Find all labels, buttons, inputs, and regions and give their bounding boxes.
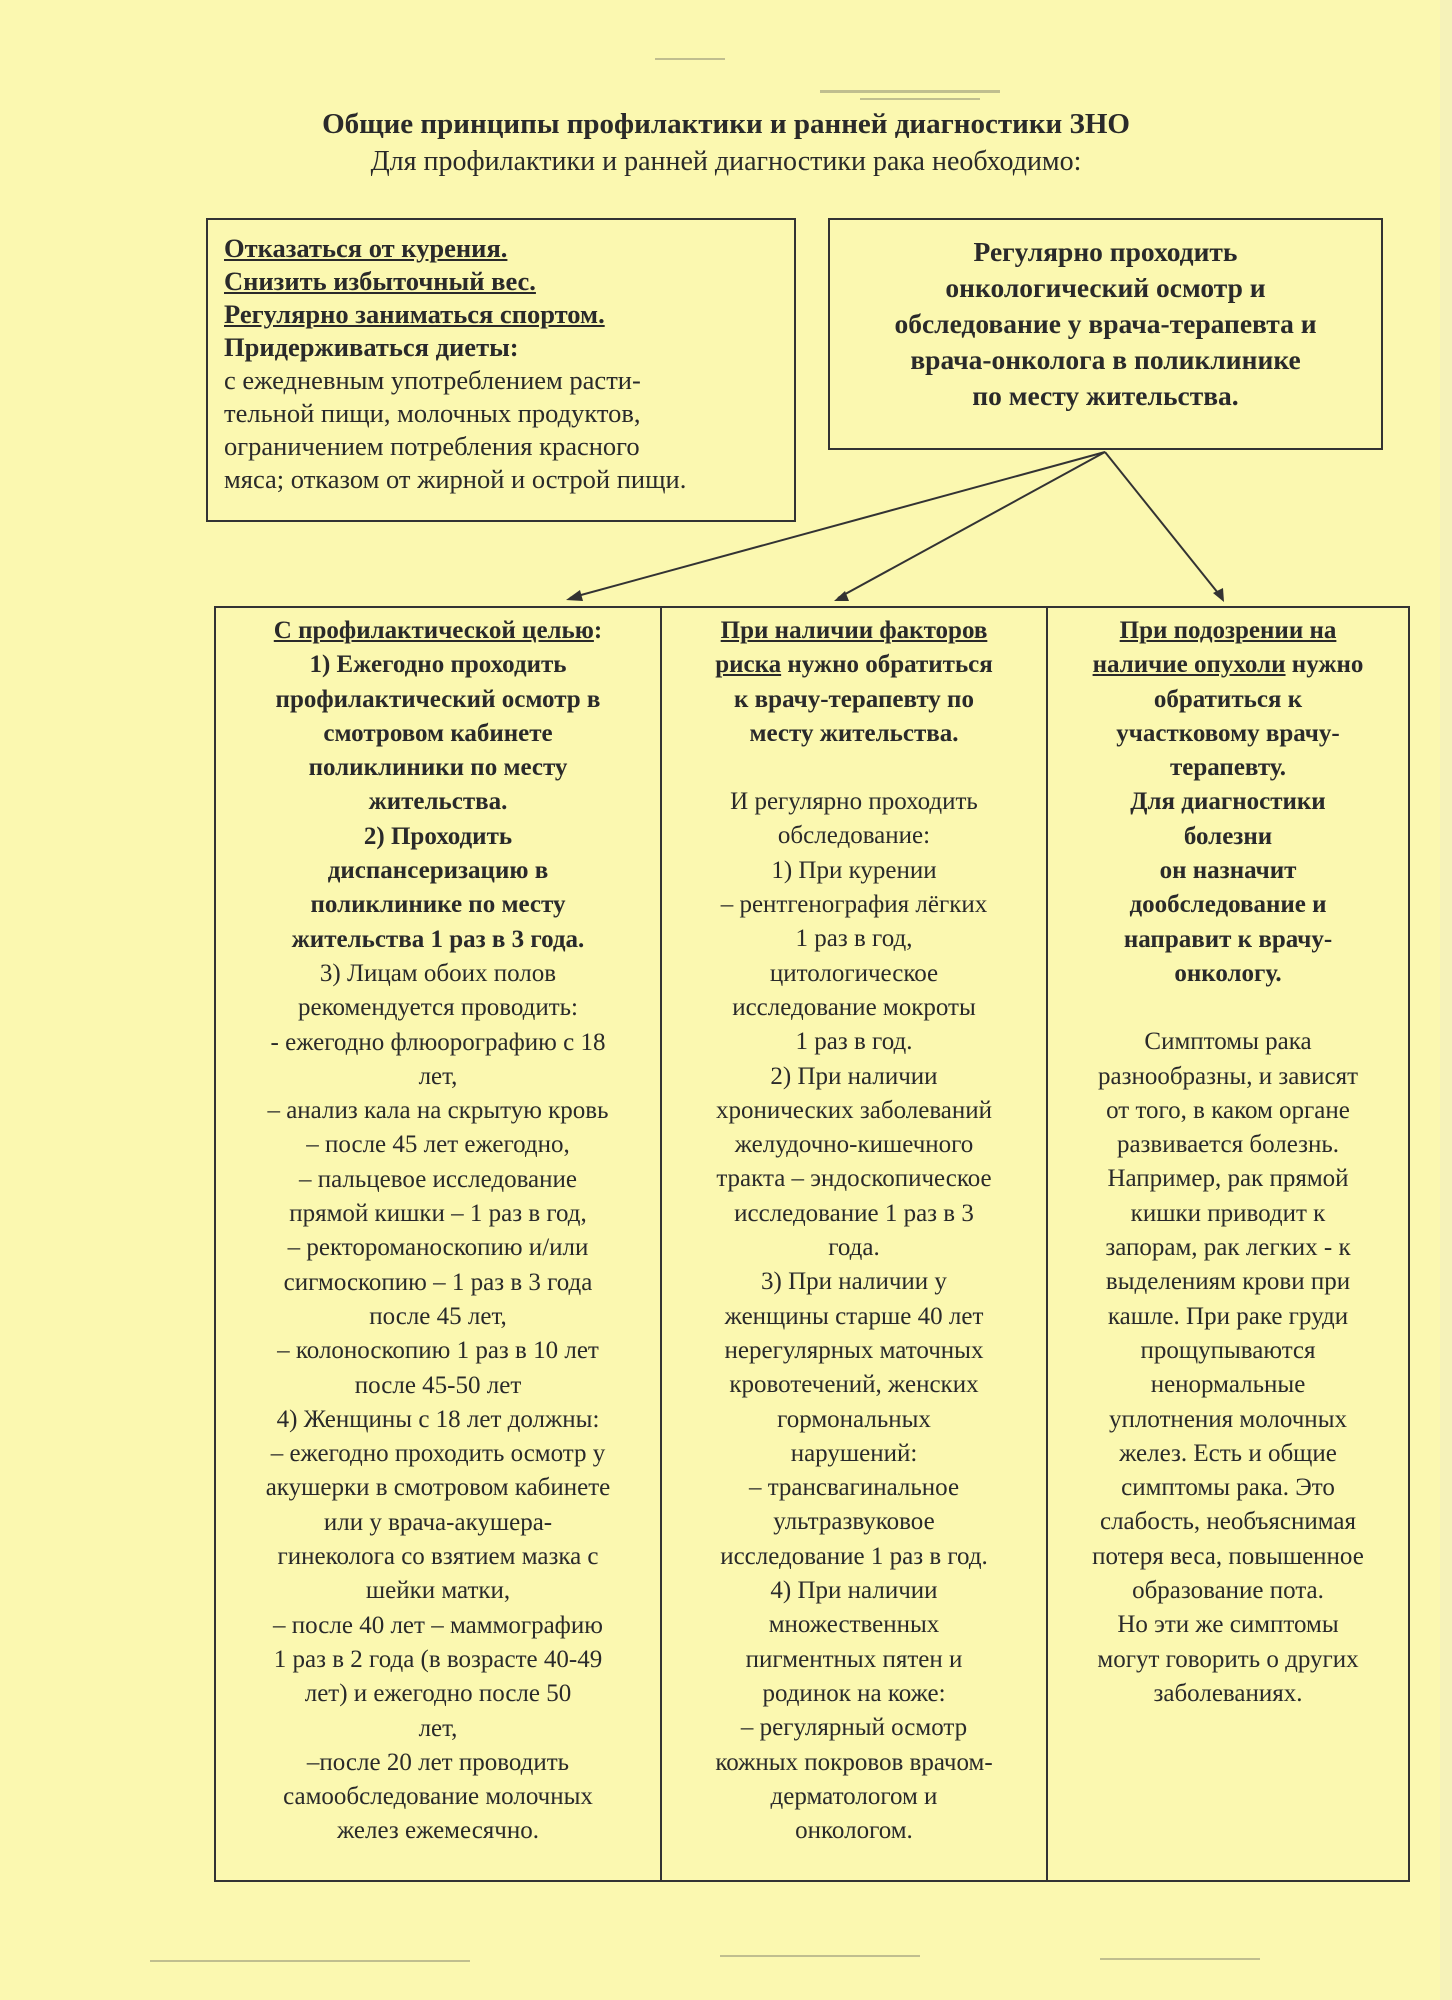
col1-line: самообследование молочных (283, 1783, 593, 1811)
col2-line: – трансвагинальное (748, 1474, 960, 1502)
col3-line: кишки приводит к (1130, 1199, 1326, 1227)
col2-line: гормональных (777, 1405, 931, 1433)
column-suspicion (1048, 608, 1408, 1880)
lifestyle-item-diet: Придерживаться диеты: (224, 332, 519, 362)
col3-line: могут говорить о других (1097, 1645, 1359, 1673)
col3-line: онкологу. (1174, 959, 1282, 987)
col2-line: 3) При наличии у (761, 1268, 947, 1296)
col3-line: симптомы рака. Это (1121, 1474, 1335, 1502)
col1-line: 2) Проходить (363, 822, 513, 850)
arrow-to-col2 (838, 452, 1105, 598)
col3-line: от того, в каком органе (1106, 1096, 1350, 1124)
col1-line: 1 раз в 2 года (в возрасте 40-49 (273, 1645, 603, 1673)
arrow-head-col2 (834, 591, 849, 601)
column-heading-risk-factors: При наличии факторов (720, 617, 988, 644)
col3-line: Например, рак прямой (1107, 1165, 1349, 1193)
col2-line: хронических заболеваний (715, 1096, 993, 1124)
col1-line: поликлиники по месту (308, 754, 568, 782)
col1-line: – колоноскопию 1 раз в 10 лет (277, 1337, 599, 1365)
arrow-to-col3 (1105, 452, 1222, 598)
diet-text: мяса; отказом от жирной и острой пищи. (224, 464, 687, 494)
lifestyle-box (206, 218, 796, 522)
col2-line: года. (828, 1234, 880, 1262)
page-title: Общие принципы профилактики и ранней диагностики ЗНО (322, 108, 1130, 140)
col2-line: обследование: (777, 822, 931, 850)
arrow-head-col3 (1213, 588, 1224, 602)
col1-line: 1) Ежегодно проходить (309, 651, 567, 679)
col1-line: акушерки в смотровом кабинете (265, 1474, 611, 1502)
col2-line: 1 раз в год, (795, 925, 913, 953)
col3-line: слабость, необъяснимая (1099, 1508, 1357, 1536)
col2-line: кровотечений, женских (729, 1371, 979, 1399)
diet-text: тельной пищи, молочных продуктов, (224, 398, 641, 428)
col3-line: желез. Есть и общие (1119, 1439, 1337, 1467)
col1-line: лет, (418, 1062, 458, 1090)
arrow-head-col1 (566, 590, 583, 601)
col3-line: разнообразны, и зависят (1097, 1062, 1359, 1090)
col3-line: развивается болезнь. (1116, 1131, 1340, 1159)
column-heading-suspicion-2: наличие опухоли нужно (1092, 651, 1364, 679)
col3-line: потеря веса, повышенное (1092, 1542, 1364, 1570)
col1-line: шейки матки, (365, 1577, 511, 1605)
lifestyle-item-smoking: Отказаться от курения. (224, 233, 508, 263)
col2-line: – регулярный осмотр (740, 1714, 968, 1742)
col2-line: цитологическое (769, 959, 939, 987)
col1-line: или у врача-акушера- (323, 1508, 553, 1536)
col2-line: исследование мокроты (732, 993, 976, 1021)
col2-line: нарушений: (790, 1439, 918, 1467)
col1-line: сигмоскопию – 1 раз в 3 года (283, 1268, 593, 1296)
col1-line: диспансеризацию в (327, 857, 549, 885)
col1-line: – анализ кала на скрытую кровь (267, 1097, 609, 1125)
checkup-text: Регулярно проходить (973, 236, 1238, 267)
checkup-text: обследование у врача-терапевта и (894, 308, 1317, 339)
col1-line: жительства 1 раз в 3 года. (291, 925, 585, 953)
lifestyle-item-sport: Регулярно заниматься спортом. (224, 299, 605, 329)
column-risk-factors (662, 608, 1048, 1880)
col1-line: прямой кишки – 1 раз в год, (289, 1200, 587, 1228)
column-heading-suspicion: При подозрении на (1119, 617, 1337, 644)
col2-line: нерегулярных маточных (724, 1336, 984, 1364)
col1-line: рекомендуется проводить: (297, 994, 579, 1022)
col2-spacer (670, 751, 1038, 785)
col1-line: 4) Женщины с 18 лет должны: (276, 1405, 600, 1433)
col3-line: Но эти же симптомы (1117, 1611, 1339, 1639)
col3-line: ненормальные (1150, 1371, 1306, 1399)
col2-line: исследование 1 раз в 3 (734, 1199, 974, 1227)
col3-line: терапевту. (1169, 754, 1287, 782)
column-heading-risk-factors-2: риска нужно обратиться (715, 651, 993, 679)
col2-line: 1) При курении (771, 856, 937, 884)
col3-line: Симптомы рака (1144, 1028, 1312, 1056)
column-prevention (216, 608, 662, 1880)
col1-line: профилактический осмотр в (275, 685, 601, 713)
col2-line: И регулярно проходить (730, 788, 978, 816)
col1-line: после 45 лет, (369, 1302, 507, 1330)
checkup-box (828, 218, 1383, 450)
col3-line: обратиться к (1153, 685, 1303, 713)
col1-line: – после 45 лет ежегодно, (306, 1131, 570, 1159)
col2-line: родинок на коже: (762, 1679, 946, 1707)
col2-line: множественных (768, 1611, 940, 1639)
col2-line: желудочно-кишечного (734, 1131, 974, 1159)
col3-line: образование пота. (1132, 1577, 1324, 1605)
col2-line: исследование 1 раз в год. (720, 1542, 988, 1570)
col2-line: 2) При наличии (770, 1062, 938, 1090)
col1-line: –после 20 лет проводить (306, 1748, 570, 1776)
col2-line: кожных покровов врачом- (715, 1748, 993, 1776)
col2-line: – рентгенография лёгких (720, 891, 988, 919)
checkup-text: по месту жительства. (972, 380, 1239, 411)
col1-line: поликлинике по месту (310, 891, 566, 919)
col1-line: - ежегодно флюорографию с 18 (270, 1028, 606, 1056)
col1-line: – ректороманоскопию и/или (287, 1234, 589, 1262)
col3-line: Для диагностики (1130, 788, 1326, 816)
col2-line: 1 раз в год. (795, 1028, 913, 1056)
col3-line: направит к врачу- (1123, 925, 1333, 953)
col2-line: тракта – эндоскопическое (716, 1165, 992, 1193)
column-heading-prevention: С профилактической целью: (273, 617, 603, 644)
col2-line: месту жительства. (749, 719, 959, 747)
col3-line: кашле. При раке груди (1107, 1302, 1349, 1330)
checkup-text: онкологический осмотр и (945, 272, 1266, 303)
diet-text: с ежедневным употреблением расти- (224, 365, 641, 395)
col3-spacer (1056, 991, 1400, 1025)
col1-line: смотровом кабинете (323, 719, 553, 747)
col3-line: запорам, рак легких - к (1105, 1234, 1351, 1262)
col2-line: онкологом. (795, 1817, 913, 1845)
col3-line: выделениям крови при (1105, 1268, 1351, 1296)
page-subtitle: Для профилактики и ранней диагностики рака необходимо: (370, 146, 1082, 177)
lifestyle-item-weight: Снизить избыточный вес. (224, 266, 536, 296)
col1-line: гинеколога со взятием мазка с (277, 1543, 599, 1571)
diet-text: ограничением потребления красного (224, 431, 640, 461)
col1-line: 3) Лицам обоих полов (319, 959, 557, 987)
actions-table (214, 606, 1410, 1882)
col3-line: болезни (1183, 822, 1273, 850)
col1-line: – ежегодно проходить осмотр у (270, 1440, 606, 1468)
col2-line: ультразвуковое (773, 1508, 935, 1536)
col1-line: – пальцевое исследование (298, 1165, 578, 1193)
col1-line: после 45-50 лет (354, 1371, 522, 1399)
col3-line: уплотнения молочных (1108, 1405, 1347, 1433)
col1-line: жительства. (368, 788, 508, 816)
col1-line: желез ежемесячно. (336, 1817, 539, 1845)
col3-line: прощупываются (1140, 1336, 1316, 1364)
col2-line: дерматологом и (770, 1782, 938, 1810)
col3-line: участковому врачу- (1116, 719, 1340, 747)
col1-line: лет, (418, 1714, 458, 1742)
col3-line: он назначит (1159, 857, 1297, 885)
col3-line: заболеваниях. (1153, 1679, 1303, 1707)
col1-line: лет) и ежегодно после 50 (304, 1680, 572, 1708)
col1-line: – после 40 лет – маммографию (273, 1611, 603, 1639)
col2-line: женщины старше 40 лет (724, 1302, 984, 1330)
col2-line: к врачу-терапевту по (734, 685, 974, 713)
col2-line: пигментных пятен и (745, 1645, 963, 1673)
checkup-text: врача-онколога в поликлинике (910, 344, 1301, 375)
col2-line: 4) При наличии (770, 1577, 938, 1605)
col3-line: дообследование и (1129, 891, 1327, 919)
